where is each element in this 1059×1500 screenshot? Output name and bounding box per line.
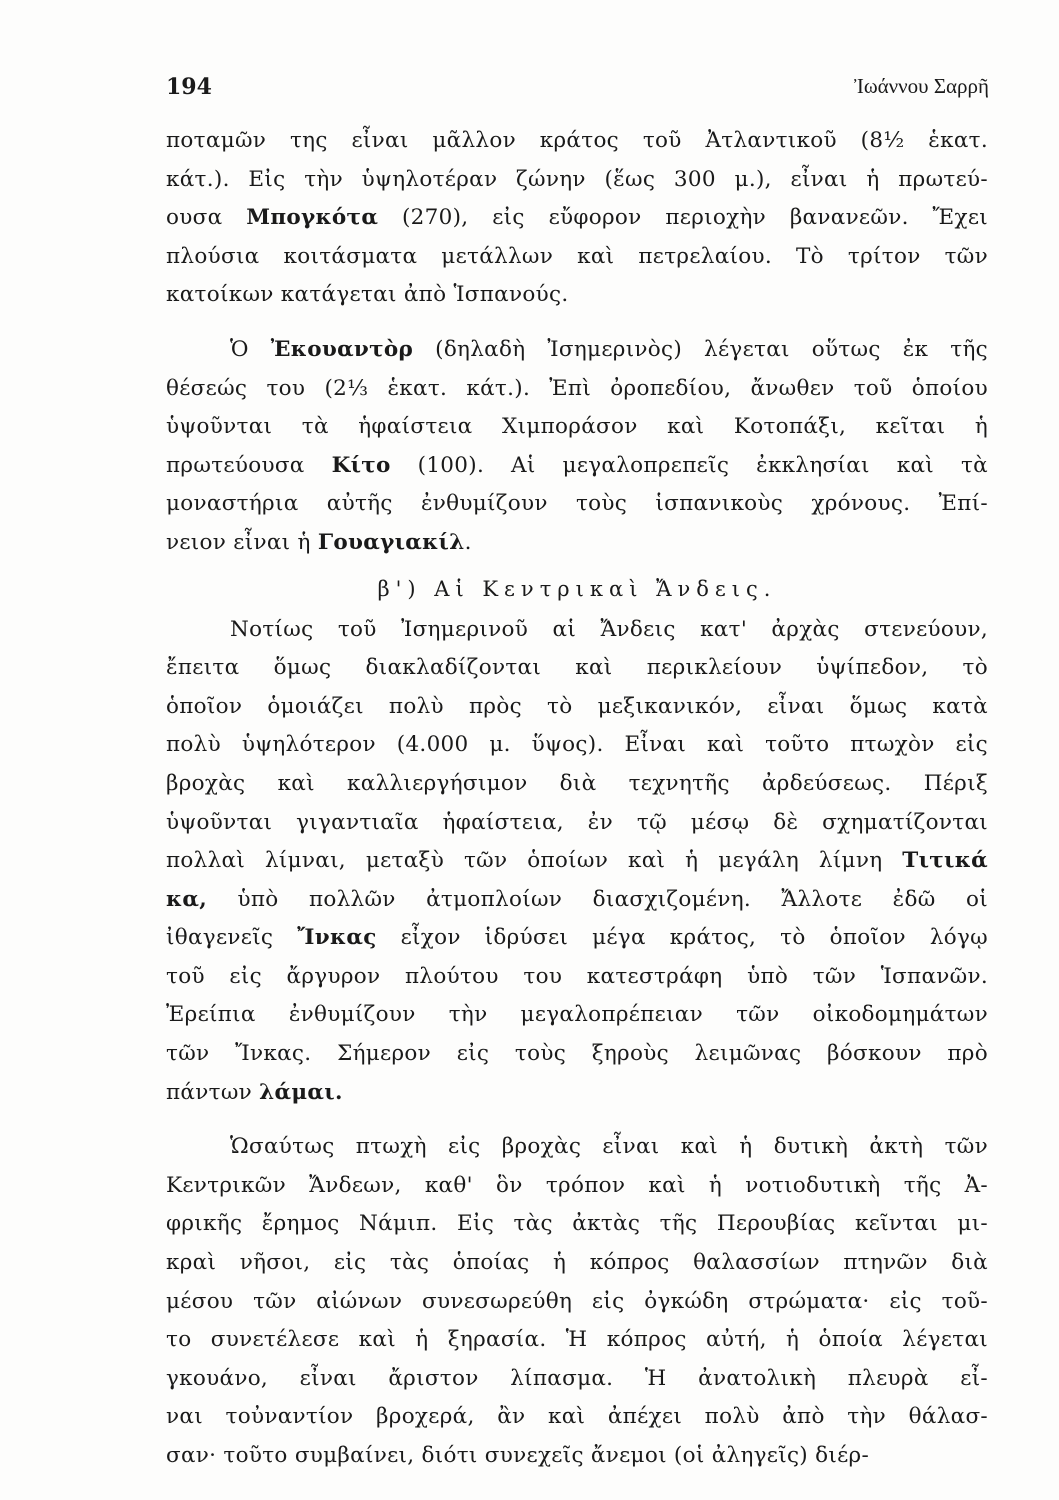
text-line: μέσου τῶν αἰώνων συνεσωρεύθη εἰς ὀγκώδη στρώματα· εἰς τοῦ- [166,1288,988,1314]
text-line: ἔπειτα ὅμως διακλαδίζονται καὶ περικλείουν ὑψίπεδον, τὸ [166,655,988,681]
page-header [166,74,989,110]
text-line: πολὺ ὑψηλότερον (4.000 μ. ὕψος). Εἶναι καὶ τοῦτο πτωχὸν εἰς [166,732,988,758]
text-line: κάτ.). Εἰς τὴν ὑψηλοτέραν ζώνην (ἕως 300 μ.), εἶναι ἡ πρωτεύ- [166,166,988,192]
text-line: ναι τοὐναντίον βροχερά, ἂν καὶ ἀπέχει πολὺ ἀπὸ τὴν θάλασ- [166,1404,988,1430]
text-line: Κεντρικῶν Ἄνδεων, καθ' ὃν τρόπον καὶ ἡ νοτιοδυτικὴ τῆς Ἀ- [166,1172,988,1198]
bold-term: Τιτικά [902,848,988,874]
text-line: ουσα Μπογκότα (270), εἰς εὔφορον περιοχὴν βανανεῶν. Ἔχει [166,205,988,231]
text-line: ὑψοῦνται τὰ ἡφαίστεια Χιμποράσον καὶ Κοτοπάξι, κεῖται ἡ [166,414,988,440]
text-line: πολλαὶ λίμναι, μεταξὺ τῶν ὁποίων καὶ ἡ μεγάλη λίμνη Τιτικά [166,848,988,874]
paragraph-gap [166,315,988,331]
text-line: ὑψοῦνται γιγαντιαῖα ἡφαίστεια, ἐν τῷ μέσῳ δὲ σχηματίζονται [166,809,988,835]
text-line: θέσεώς του (2⅓ ἑκατ. κάτ.). Ἐπὶ ὀροπεδίου, ἄνωθεν τοῦ ὁποίου [166,375,988,401]
bold-term: Κίτο [331,452,391,478]
body-text [166,122,988,1476]
text-line: Ὡσαύτως πτωχὴ εἰς βροχὰς εἶναι καὶ ἡ δυτικὴ ἀκτὴ τῶν [230,1134,988,1160]
text-line: πλούσια κοιτάσματα μετάλλων καὶ πετρελαίου. Τὸ τρίτον τῶν [166,243,988,269]
bold-term: Μπογκότα [246,205,379,231]
text-line: ἰθαγενεῖς Ἴνκας εἶχον ἱδρύσει μέγα κράτος, τὸ ὁποῖον λόγῳ [166,925,988,951]
bold-term: Ἴνκας [297,925,377,951]
text-line: το συνετέλεσε καὶ ἡ ξηρασία. Ἡ κόπρος αὐτή, ἡ ὁποία λέγεται [166,1327,988,1353]
text-line: γκουάνο, εἶναι ἄριστον λίπασμα. Ἡ ἀνατολικὴ πλευρὰ εἶ- [166,1365,988,1391]
text-line: Ἐρείπια ἐνθυμίζουν τὴν μεγαλοπρέπειαν τῶν οἰκοδομημάτων [166,1002,988,1028]
text-line: πρωτεύουσα Κίτο (100). Αἱ μεγαλοπρεπεῖς ἐκκλησίαι καὶ τὰ [166,452,988,478]
running-head: Ἰωάννου Σαρρῆ [853,74,989,98]
text-line: Νοτίως τοῦ Ἰσημερινοῦ αἱ Ἄνδεις κατ' ἀρχὰς στενεύουν, [230,616,988,642]
text-line: φρικῆς ἔρημος Νάμιπ. Εἰς τὰς ἀκτὰς τῆς Περουβίας κεῖνται μι- [166,1211,988,1237]
bold-term: Ἐκουαντὸρ [270,336,414,362]
text-line: σαν· τοῦτο συμβαίνει, διότι συνεχεῖς ἄνεμοι (οἱ ἀληγεῖς) διέρ- [166,1443,870,1468]
text-line: κραὶ νῆσοι, εἰς τὰς ὁποίας ἡ κόπρος θαλασσίων πτηνῶν διὰ [166,1250,988,1276]
text-line: βροχὰς καὶ καλλιεργήσιμον διὰ τεχνητῆς ἀρδεύσεως. Πέριξ [166,770,988,796]
text-line: μοναστήρια αὐτῆς ἐνθυμίζουν τοὺς ἱσπανικοὺς χρόνους. Ἐπί- [166,491,988,517]
bold-term: Γουαγιακίλ [317,529,465,555]
text-line: τοῦ εἰς ἄργυρον πλούτου του κατεστράφη ὑπὸ τῶν Ἱσπανῶν. [166,963,988,989]
text-line: κα, ὑπὸ πολλῶν ἀτμοπλοίων διασχιζομένη. Ἄλλοτε ἐδῶ οἱ [166,886,988,912]
page-number: 194 [166,74,212,100]
bold-term: λάμαι. [259,1079,343,1105]
paragraph-gap [166,1112,988,1128]
text-line: Ὁ Ἐκουαντὸρ (δηλαδὴ Ἰσημερινὸς) λέγεται οὕτως ἐκ τῆς [230,336,988,362]
text-line: ποταμῶν της εἶναι μᾶλλον κράτος τοῦ Ἀτλαντικοῦ (8½ ἑκατ. [166,128,988,153]
text-line: νειον εἶναι ἡ Γουαγιακίλ. [166,529,472,555]
text-line: ὁποῖον ὁμοιάζει πολὺ πρὸς τὸ μεξικανικόν, εἶναι ὅμως κατὰ [166,693,988,719]
bold-term: κα, [166,886,208,912]
text-line: πάντων λάμαι. [166,1079,343,1105]
text-line: κατοίκων κατάγεται ἀπὸ Ἱσπανούς. [166,282,569,308]
text-line: τῶν Ἴνκας. Σήμερον εἰς τοὺς ξηροὺς λειμῶνας βόσκουν πρὸ [166,1041,988,1067]
section-heading: β') Αἱ Κεντρικαὶ Ἄνδεις. [377,576,777,601]
